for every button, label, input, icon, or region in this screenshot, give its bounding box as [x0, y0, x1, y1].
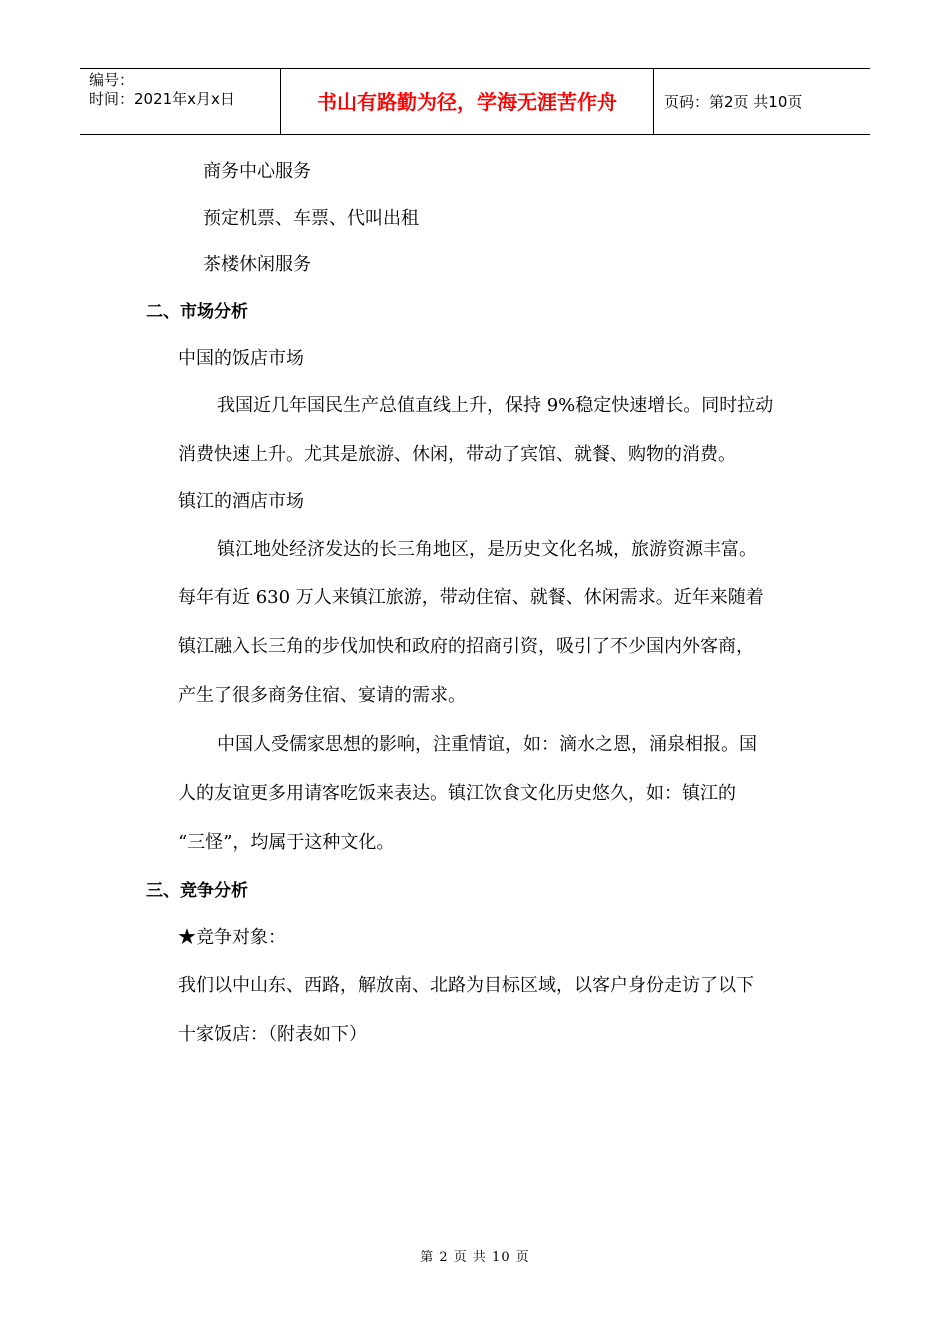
paragraph-line: 消费快速上升。尤其是旅游、休闲，带动了宾馆、就餐、购物的消费。 [178, 444, 736, 465]
paragraph-line: 十家饭店：（附表如下） [178, 1024, 367, 1045]
page-header [80, 68, 870, 135]
header-page-info: 页码：第2页 共10页 [664, 93, 803, 111]
paragraph-line: 镇江地处经济发达的长三角地区，是历史文化名城，旅游资源丰富。 [217, 539, 757, 560]
paragraph-line: 每年有近 630 万人来镇江旅游，带动住宿、就餐、休闲需求。近年来随着 [178, 587, 764, 608]
subheading-zhenjiang-market: 镇江的酒店市场 [178, 491, 304, 512]
section-heading-competition: 三、竞争分析 [146, 881, 248, 901]
star-item-competitors: ★竞争对象： [178, 927, 286, 948]
paragraph-line: 人的友谊更多用请客吃饭来表达。镇江饮食文化历史悠久，如：镇江的 [178, 783, 736, 804]
paragraph-line: “三怪”，均属于这种文化。 [178, 832, 395, 853]
service-item: 茶楼休闲服务 [203, 254, 311, 275]
subheading-china-market: 中国的饭店市场 [178, 348, 304, 369]
section-heading-market: 二、市场分析 [146, 302, 248, 322]
time-label: 时间：2021年x月x日 [89, 90, 235, 108]
paragraph-line: 我国近几年国民生产总值直线上升，保持 9%稳定快速增长。同时拉动 [217, 395, 774, 416]
paragraph-line: 镇江融入长三角的步伐加快和政府的招商引资，吸引了不少国内外客商， [178, 636, 754, 657]
header-meta [80, 69, 281, 134]
number-label: 编号： [89, 71, 135, 89]
page-footer: 第 2 页 共 10 页 [420, 1250, 530, 1265]
paragraph-line: 中国人受儒家思想的影响，注重情谊，如：滴水之恩，涌泉相报。国 [217, 734, 757, 755]
service-item: 预定机票、车票、代叫出租 [203, 208, 419, 229]
header-motto: 书山有路勤为径，学海无涯苦作舟 [281, 69, 654, 134]
service-item: 商务中心服务 [203, 161, 311, 182]
paragraph-line: 我们以中山东、西路，解放南、北路为目标区域，以客户身份走访了以下 [178, 975, 754, 996]
paragraph-line: 产生了很多商务住宿、宴请的需求。 [178, 685, 466, 706]
